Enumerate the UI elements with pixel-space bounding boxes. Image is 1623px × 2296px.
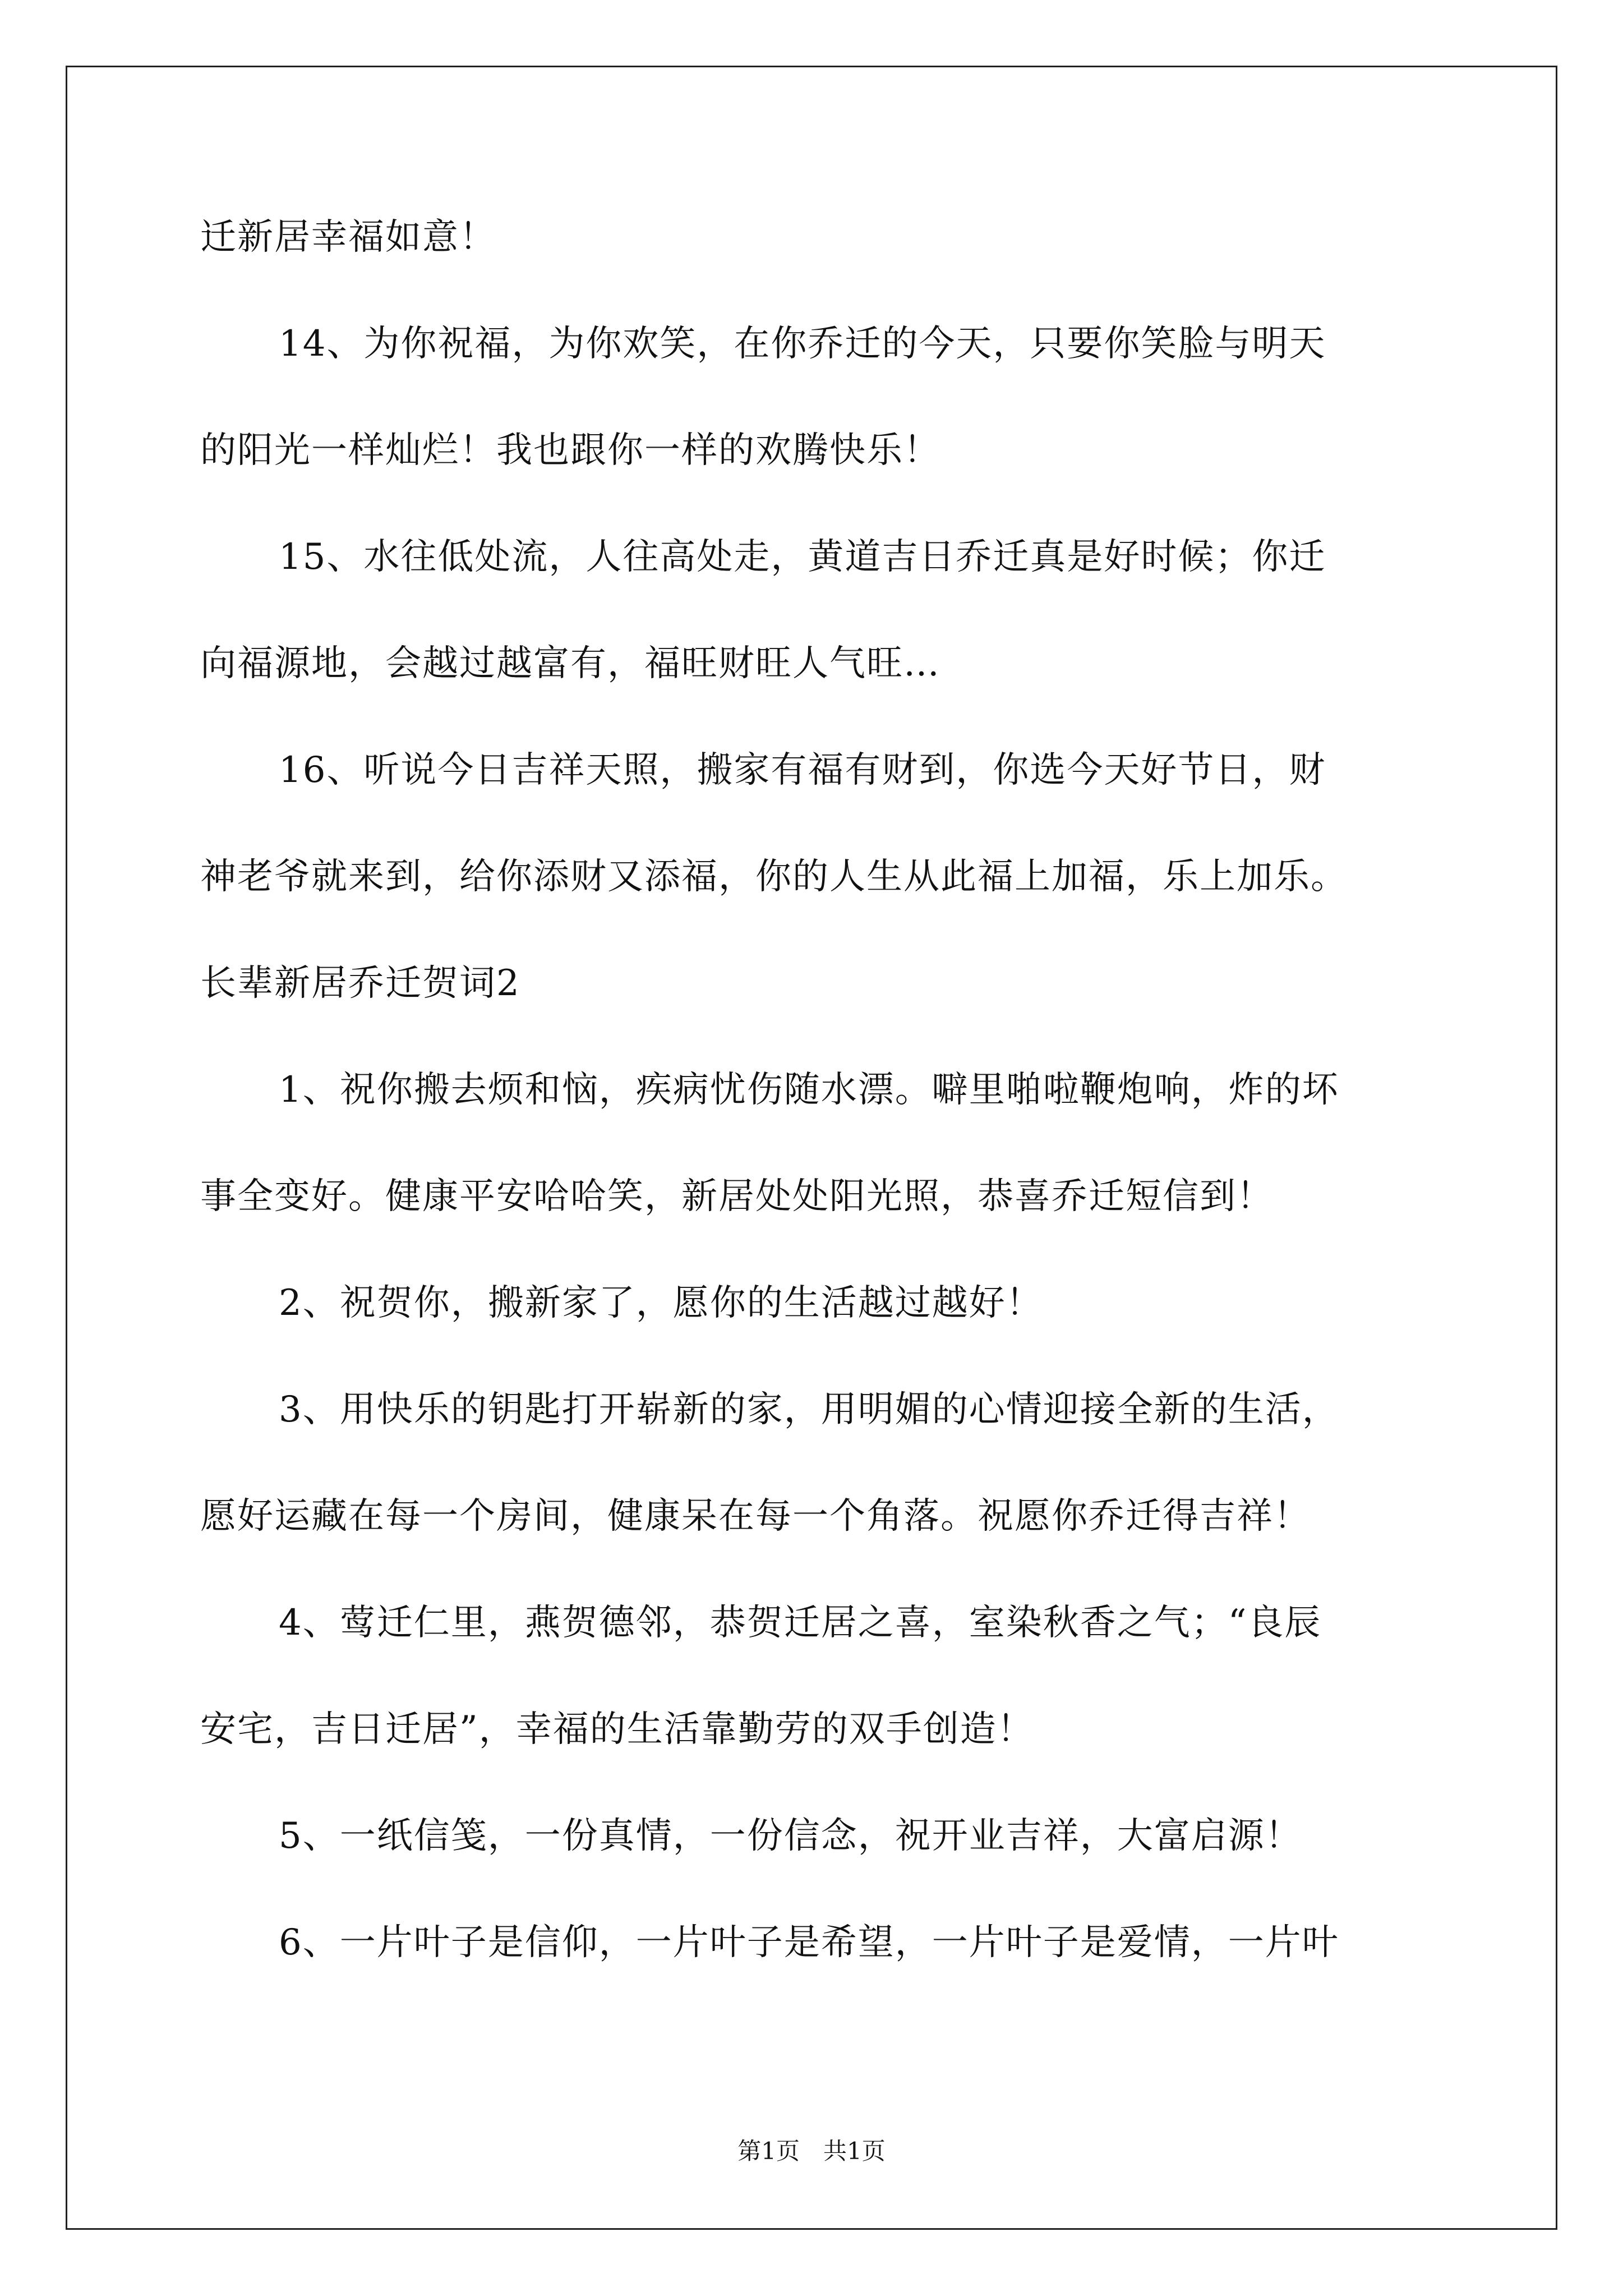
text-line: 1、祝你搬去烦和恼，疾病忧伤随水漂。噼里啪啦鞭炮响，炸的坏 <box>279 1069 1339 1111</box>
text-line: 14、为你祝福，为你欢笑，在你乔迁的今天，只要你笑脸与明天 <box>279 323 1326 365</box>
text-line: 6、一片叶子是信仰，一片叶子是希望，一片叶子是爱情，一片叶 <box>279 1922 1339 1963</box>
text-line: 2、祝贺你，搬新家了，愿你的生活越过越好！ <box>279 1282 1043 1324</box>
text-line: 的阳光一样灿烂！我也跟你一样的欢腾快乐！ <box>200 430 940 471</box>
text-line: 5、一纸信笺，一份真情，一份信念，祝开业吉祥，大富启源！ <box>279 1815 1302 1857</box>
text-line: 安宅，吉日迁居”，幸福的生活靠勤劳的双手创造！ <box>200 1709 1034 1750</box>
text-line: 向福源地，会越过越富有，福旺财旺人气旺… <box>200 643 940 684</box>
page-border <box>66 66 1557 2230</box>
text-line: 事全变好。健康平安哈哈笑，新居处处阳光照，恭喜乔迁短信到！ <box>200 1176 1274 1217</box>
text-line: 15、水往低处流，人往高处走，黄道吉日乔迁真是好时候；你迁 <box>279 536 1326 578</box>
text-line: 愿好运藏在每一个房间，健康呆在每一个角落。祝愿你乔迁得吉祥！ <box>200 1496 1311 1537</box>
text-line: 16、听说今日吉祥天照，搬家有福有财到，你选今天好节日，财 <box>279 749 1326 791</box>
text-line: 4、莺迁仁里，燕贺德邻，恭贺迁居之喜，室染秋香之气；“良辰 <box>279 1602 1322 1644</box>
text-line: 迁新居幸福如意！ <box>200 217 496 258</box>
text-line: 神老爷就来到，给你添财又添福，你的人生从此福上加福，乐上加乐。 <box>200 856 1348 898</box>
section-heading: 长辈新居乔迁贺词2 <box>200 963 520 1004</box>
page-footer: 第1页 共1页 <box>737 2137 886 2165</box>
text-line: 3、用快乐的钥匙打开崭新的家，用明媚的心情迎接全新的生活， <box>279 1389 1339 1430</box>
